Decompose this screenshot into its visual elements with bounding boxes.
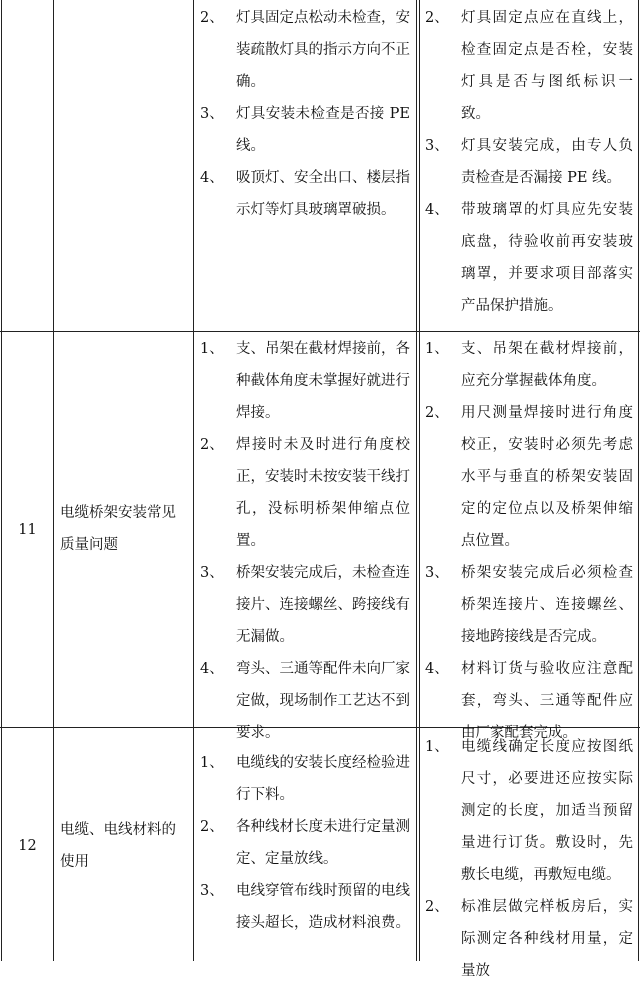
column-divider-3 [416, 0, 417, 961]
table-border-right [638, 0, 639, 961]
list-item: 2、 用尺测量焊接时进行角度校正，安装时必须先考虑水平与垂直的桥架安装固定的定位点以及桥架伸缩点位置。 [425, 405, 633, 549]
row-11-measures [425, 333, 633, 749]
row-a-problems [200, 2, 410, 226]
list-item: 2、 灯具固定点松动未检查，安装疏散灯具的指示方向不正确。 [200, 10, 410, 90]
column-divider-1 [53, 0, 54, 961]
list-item: 4、 材料订货与验收应注意配套，弯头、三通等配件应由厂家配套完成。 [425, 661, 633, 741]
list-item: 3、 灯具安装完成，由专人负责检查是否漏接 PE 线。 [425, 138, 633, 186]
list-item: 1、 支、吊架在截材焊接前，各种截体角度未掌握好就进行焊接。 [200, 341, 410, 421]
row-12-measures [425, 731, 633, 987]
list-item: 3、 灯具安装未检查是否接 PE 线。 [200, 106, 410, 154]
row-number: 12 [18, 838, 37, 854]
list-item: 4、 带玻璃罩的灯具应先安装底盘，待验收前再安装玻璃罩，并要求项目部落实产品保护措施。 [425, 202, 633, 314]
list-item: 2、 标准层做完样板房后，实际测定各种线材用量，定量放 [425, 899, 633, 979]
list-item: 4、 吸顶灯、安全出口、楼层指示灯等灯具玻璃罩破损。 [200, 170, 410, 218]
list-item: 3、 电线穿管布线时预留的电线接头超长，造成材料浪费。 [200, 883, 410, 931]
row-title: 电缆、电线材料的使用 [60, 822, 176, 870]
list-item: 2、 各种线材长度未进行定量测定、定量放线。 [200, 819, 410, 867]
row-divider-1 [0, 331, 640, 332]
list-item: 3、 桥架安装完成后必须检查桥架连接片、连接螺丝、接地跨接线是否完成。 [425, 565, 633, 645]
row-12-problems [200, 747, 410, 939]
list-item: 3、 桥架安装完成后，未检查连接片、连接螺丝、跨接线有无漏做。 [200, 565, 410, 645]
list-item: 4、 弯头、三通等配件未向厂家定做，现场制作工艺达不到要求。 [200, 661, 410, 741]
row-title: 电缆桥架安装常见质量问题 [60, 505, 176, 553]
row-11-problems [200, 333, 410, 749]
list-item: 1、 电缆线确定长度应按图纸尺寸，必要进还应按实际测定的长度，加适当预留量进行订货。敷设时，先敷长电缆，再敷短电缆。 [425, 739, 633, 883]
row-a-measures [425, 2, 633, 322]
list-item: 2、 灯具固定点应在直线上，检查固定点是否栓，安装灯具是否与图纸标识一致。 [425, 10, 633, 122]
list-item: 2、 焊接时未及时进行角度校正，安装时未按安装干线打孔，没标明桥架伸缩点位置。 [200, 437, 410, 549]
list-item: 1、 电缆线的安装长度经检验进行下料。 [200, 755, 410, 803]
list-item: 1、 支、吊架在截材焊接前，应充分掌握截体角度。 [425, 341, 633, 389]
row-number: 11 [18, 522, 37, 538]
table-border-left [1, 0, 2, 961]
column-divider-3b [419, 0, 420, 961]
column-divider-2 [193, 0, 194, 961]
